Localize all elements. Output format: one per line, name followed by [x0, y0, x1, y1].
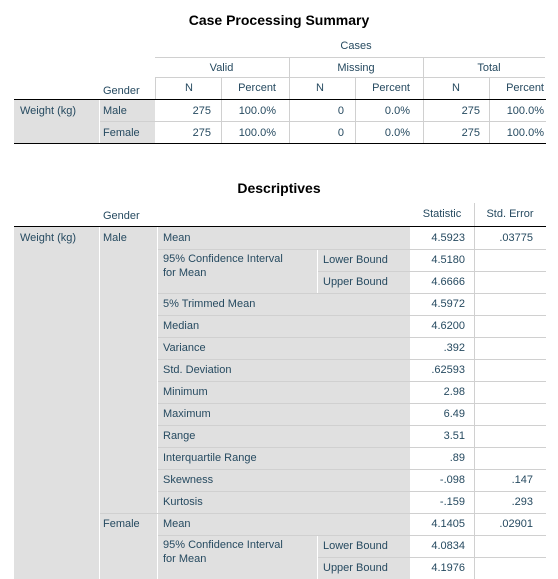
male-row-2-statistic: .392	[443, 342, 465, 354]
case-processing-title: Case Processing Summary	[188, 12, 370, 28]
std-error-header: Std. Error	[486, 208, 534, 220]
cps-female-valid-n: 275	[192, 127, 211, 139]
male-lower-bound-bound-label: Lower Bound	[323, 254, 388, 266]
cps-male-label: Male	[103, 105, 127, 117]
cases-header: Cases	[340, 40, 372, 52]
male-row-9-std-error: .293	[511, 496, 533, 508]
total-percent-header: Percent	[506, 82, 544, 94]
descriptives-title: Descriptives	[237, 180, 321, 196]
valid-header: Valid	[209, 62, 234, 74]
cps-female-missing-n: 0	[337, 127, 344, 139]
valid-n-header: N	[185, 82, 193, 94]
male-row-8-std-error: .147	[511, 474, 533, 486]
desc-female-label: Female	[103, 518, 140, 530]
cps-male-total-n: 275	[461, 105, 480, 117]
male-upper-bound-statistic: 4.6666	[431, 276, 465, 288]
male-row-4-label: Minimum	[163, 386, 208, 398]
cps-gender-header: Gender	[103, 85, 140, 97]
male-row-0-label: 5% Trimmed Mean	[163, 298, 256, 310]
cps-male-valid-pct: 100.0%	[238, 105, 276, 117]
male-row-6-statistic: 3.51	[443, 430, 465, 442]
male-upper-bound-bound-label: Upper Bound	[323, 276, 388, 288]
cps-female-valid-pct: 100.0%	[238, 127, 276, 139]
cps-female-missing-pct: 0.0%	[384, 127, 410, 139]
female-upper-bound-bound-label: Upper Bound	[323, 562, 388, 574]
female-mean-statistic: 4.1405	[431, 518, 465, 530]
male-row-9-label: Kurtosis	[163, 496, 203, 508]
male-row-1-statistic: 4.6200	[431, 320, 465, 332]
desc-variable-label: Weight (kg)	[20, 232, 77, 244]
female-lower-bound-ci-label-1: 95% Confidence Interval	[163, 539, 283, 551]
missing-header: Missing	[337, 62, 375, 74]
male-row-6-label: Range	[163, 430, 196, 442]
male-row-5-statistic: 6.49	[443, 408, 465, 420]
male-mean-statistic: 4.5923	[431, 232, 465, 244]
male-mean-std-error: .03775	[499, 232, 533, 244]
female-lower-bound-statistic: 4.0834	[431, 540, 465, 552]
male-row-3-statistic: .62593	[431, 364, 465, 376]
male-row-8-label: Skewness	[163, 474, 214, 486]
male-mean-label: Mean	[163, 232, 191, 244]
male-lower-bound-ci-label-2: for Mean	[163, 267, 207, 279]
female-upper-bound-statistic: 4.1976	[431, 562, 465, 574]
cps-female-total-n: 275	[461, 127, 480, 139]
cps-variable-label: Weight (kg)	[20, 105, 77, 117]
male-row-9-statistic: -.159	[439, 496, 465, 508]
male-row-7-label: Interquartile Range	[163, 452, 257, 464]
missing-percent-header: Percent	[372, 82, 410, 94]
cps-male-missing-pct: 0.0%	[384, 105, 410, 117]
statistic-header: Statistic	[422, 208, 462, 220]
total-n-header: N	[452, 82, 460, 94]
male-row-5-label: Maximum	[163, 408, 211, 420]
female-mean-label: Mean	[163, 518, 191, 530]
male-lower-bound-statistic: 4.5180	[431, 254, 465, 266]
cps-male-valid-n: 275	[192, 105, 211, 117]
male-row-3-label: Std. Deviation	[163, 364, 232, 376]
male-row-8-statistic: -.098	[439, 474, 465, 486]
missing-n-header: N	[316, 82, 324, 94]
male-row-0-statistic: 4.5972	[431, 298, 465, 310]
male-lower-bound-ci-label-1: 95% Confidence Interval	[163, 253, 283, 265]
cps-male-total-pct: 100.0%	[506, 105, 544, 117]
desc-gender-header: Gender	[103, 210, 140, 222]
cps-female-label: Female	[103, 127, 140, 139]
male-row-7-statistic: .89	[449, 452, 465, 464]
total-header: Total	[477, 62, 501, 74]
female-lower-bound-bound-label: Lower Bound	[323, 540, 388, 552]
male-row-4-statistic: 2.98	[443, 386, 465, 398]
male-row-1-label: Median	[163, 320, 200, 332]
valid-percent-header: Percent	[238, 82, 276, 94]
cps-male-missing-n: 0	[337, 105, 344, 117]
desc-male-label: Male	[103, 232, 127, 244]
male-row-2-label: Variance	[163, 342, 206, 354]
female-lower-bound-ci-label-2: for Mean	[163, 553, 207, 565]
cps-female-total-pct: 100.0%	[506, 127, 544, 139]
female-mean-std-error: .02901	[499, 518, 533, 530]
